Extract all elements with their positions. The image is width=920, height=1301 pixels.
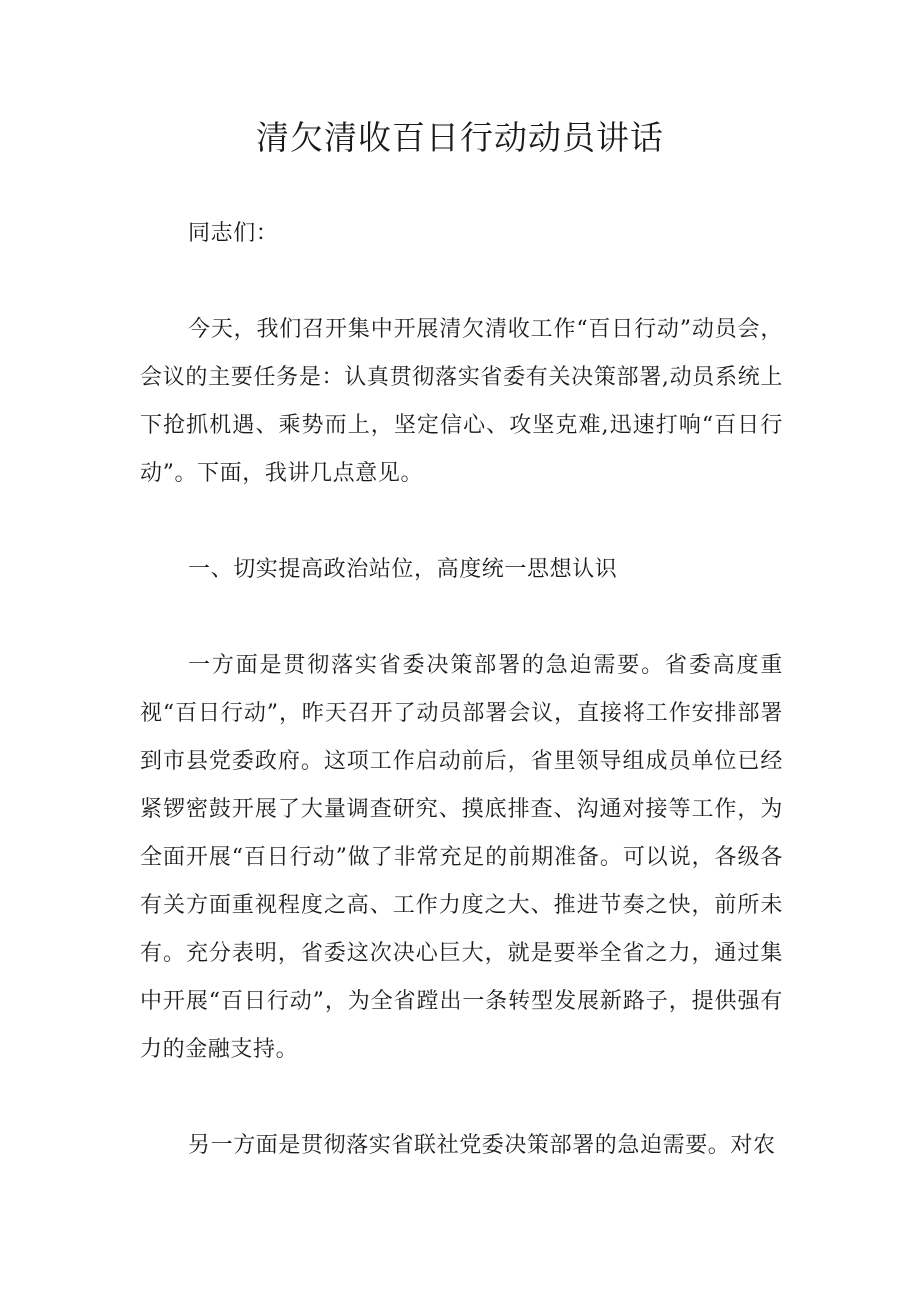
salutation: 同志们： — [188, 221, 279, 246]
document-title: 清欠清收百日行动动员讲话 — [256, 118, 664, 157]
paragraph-provincial-committee: 一方面是贯彻落实省委决策部署的急迫需要。省委高度重视“百日行动”，昨天召开了动员部署会议，直接将工作安排部署到市县党委政府。这项工作启动前后，省里领导组成员单位已经紧锣密鼓开展了大量调查研究、摸底排查、沟通对接等工作，为全面开展“百日行动”做了非常充足的前期准备。可以说，各级各有关方面重视程度之高、工作力度之大、推进节奏之快，前所未有。充分表明，省委这次决心巨大，就是要举全省之力，通过集中开展“百日行动”，为全省蹚出一条转型发展新路子，提供强有力的金融支持。 — [140, 653, 783, 1062]
paragraph-intro: 今天，我们召开集中开展清欠清收工作“百日行动”动员会，会议的主要任务是：认真贯彻落实省委有关决策部署,动员系统上下抢抓机遇、乘势而上，坚定信心、攻坚克难,迅速打响“百日行动”。下面，我讲几点意见。 — [140, 317, 783, 486]
paragraph-union-committee: 另一方面是贯彻落实省联社党委决策部署的急迫需要。对农 — [188, 1133, 776, 1158]
section-heading-1: 一、切实提高政治站位，高度统一思想认识 — [188, 557, 618, 582]
